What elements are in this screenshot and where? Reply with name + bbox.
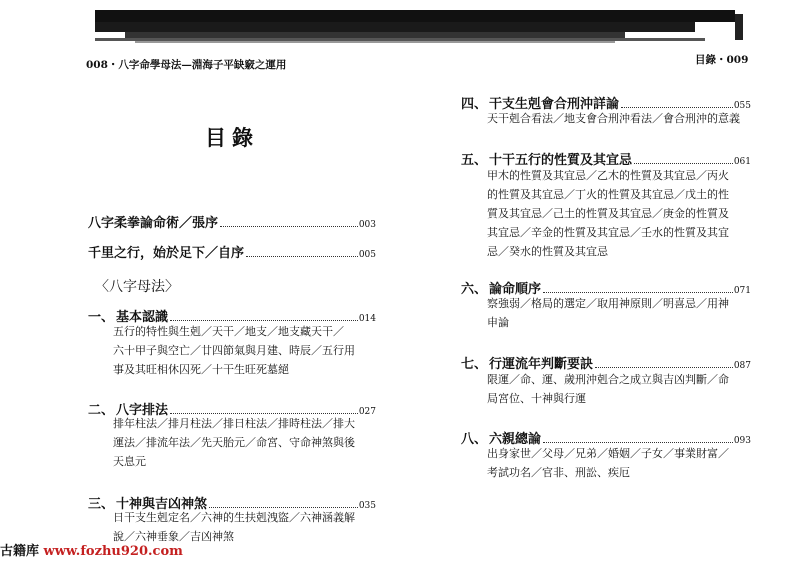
- chapter-6-contents: [487, 294, 729, 332]
- chapter-subline: 事及其旺相休囚死／十干生旺死墓絕: [113, 363, 289, 376]
- chapter-subline: 察強弱／格局的選定／取用神原則／明喜忌／用神: [487, 297, 729, 310]
- chapter-page: 061: [733, 157, 751, 167]
- header-decorative-bar: [95, 8, 745, 58]
- chapter-subline: 出身家世／父母／兄弟／婚姻／子女／事業財富／: [487, 447, 729, 460]
- chapter-7-contents: [487, 370, 729, 408]
- leader-dots: [170, 320, 358, 321]
- chapter-subline: 甲木的性質及其宜忌／乙木的性質及其宜忌／丙火: [487, 169, 729, 182]
- chapter-page: 071: [733, 286, 751, 296]
- toc-title: 目錄: [205, 125, 259, 150]
- chapter-number: 一、: [88, 310, 115, 325]
- leader-dots: [543, 292, 733, 293]
- part-heading: 〈八字母法〉: [95, 279, 179, 295]
- chapter-page: 035: [358, 501, 376, 511]
- chapter-subline: 五行的特性與生剋／天干／地支／地支藏天干／: [113, 325, 344, 338]
- leader-dots: [595, 367, 733, 368]
- chapter-5-contents: [487, 166, 729, 261]
- site-url[interactable]: www.fozhu920.com: [43, 544, 183, 559]
- toc-entry-author-preface[interactable]: [88, 242, 376, 261]
- chapter-title: 干支生剋會合刑沖詳論: [489, 97, 620, 112]
- chapter-subline: 質及其宜忌／己土的性質及其宜忌／庚金的性質及: [487, 207, 729, 220]
- chapter-title: 行運流年判斷要訣: [489, 357, 594, 372]
- chapter-page: 027: [358, 407, 376, 417]
- leader-dots: [220, 226, 358, 227]
- left-running-head: 008・八字命學母法—淵海子平缺竅之運用: [86, 59, 287, 71]
- chapter-number: 六、: [461, 282, 488, 297]
- chapter-1-contents: [113, 322, 355, 379]
- leader-dots: [621, 107, 733, 108]
- chapter-number: 八、: [461, 432, 488, 447]
- chapter-subline: 考試功名／官非、刑訟、疾厄: [487, 466, 630, 479]
- chapter-page: 014: [358, 314, 376, 324]
- chapter-subline: 的性質及其宜忌／丁火的性質及其宜忌／戊土的性: [487, 188, 729, 201]
- chapter-number: 二、: [88, 403, 115, 418]
- leader-dots: [634, 163, 733, 164]
- chapter-2-contents: [113, 414, 355, 471]
- chapter-title: 論命順序: [489, 282, 542, 297]
- chapter-subline: 忌／癸水的性質及其宜忌: [487, 245, 608, 258]
- chapter-subline: 限運／命、運、歲刑沖剋合之成立與吉凶判斷／命: [487, 373, 729, 386]
- chapter-subline: 運法／排流年法／先天胎元／命宮、守命神煞與後: [113, 436, 355, 449]
- leader-dots: [246, 256, 358, 257]
- chapter-subline: 說／六神垂象／吉凶神煞: [113, 530, 234, 543]
- toc-entry-page: 003: [358, 220, 376, 230]
- toc-entry-page: 005: [358, 250, 376, 260]
- leader-dots: [543, 442, 733, 443]
- toc-entry-title: 千里之行，始於足下／自序: [88, 246, 245, 261]
- chapter-number: 七、: [461, 357, 488, 372]
- chapter-title: 十神與吉凶神煞: [116, 497, 208, 512]
- chapter-number: 四、: [461, 97, 488, 112]
- chapter-subline: 天干剋合看法／地支會合刑沖看法／會合刑沖的意義: [487, 112, 740, 125]
- chapter-number: 五、: [461, 153, 488, 168]
- chapter-page: 087: [733, 361, 751, 371]
- chapter-title: 十干五行的性質及其宜忌: [489, 153, 633, 168]
- chapter-subline: 局宮位、十神與行運: [487, 392, 586, 405]
- site-name: 古籍库: [0, 544, 40, 559]
- chapter-number: 三、: [88, 497, 115, 512]
- chapter-page: 055: [733, 101, 751, 111]
- chapter-page: 093: [733, 436, 751, 446]
- toc-entry-preface[interactable]: [88, 212, 376, 231]
- chapter-title: 基本認識: [116, 310, 169, 325]
- chapter-subline: 排年柱法／排月柱法／排日柱法／排時柱法／排大: [113, 417, 355, 430]
- chapter-subline: 六十甲子與空亡／廿四節氣與月建、時辰／五行用: [113, 344, 355, 357]
- chapter-subline: 申論: [487, 316, 509, 329]
- chapter-title: 八字排法: [116, 403, 169, 418]
- right-running-head: 目錄・009: [695, 54, 749, 66]
- chapter-subline: 日干支生剋定名／六神的生扶剋洩盜／六神涵義解: [113, 511, 355, 524]
- chapter-subline: 其宜忌／辛金的性質及其宜忌／壬水的性質及其宜: [487, 226, 729, 239]
- toc-entry-title: 八字柔拳論命術／張序: [88, 216, 219, 231]
- chapter-4-contents: [487, 109, 740, 128]
- chapter-title: 六親總論: [489, 432, 542, 447]
- chapter-8-contents: [487, 444, 729, 482]
- chapter-subline: 天息元: [113, 455, 146, 468]
- site-watermark: [0, 540, 183, 559]
